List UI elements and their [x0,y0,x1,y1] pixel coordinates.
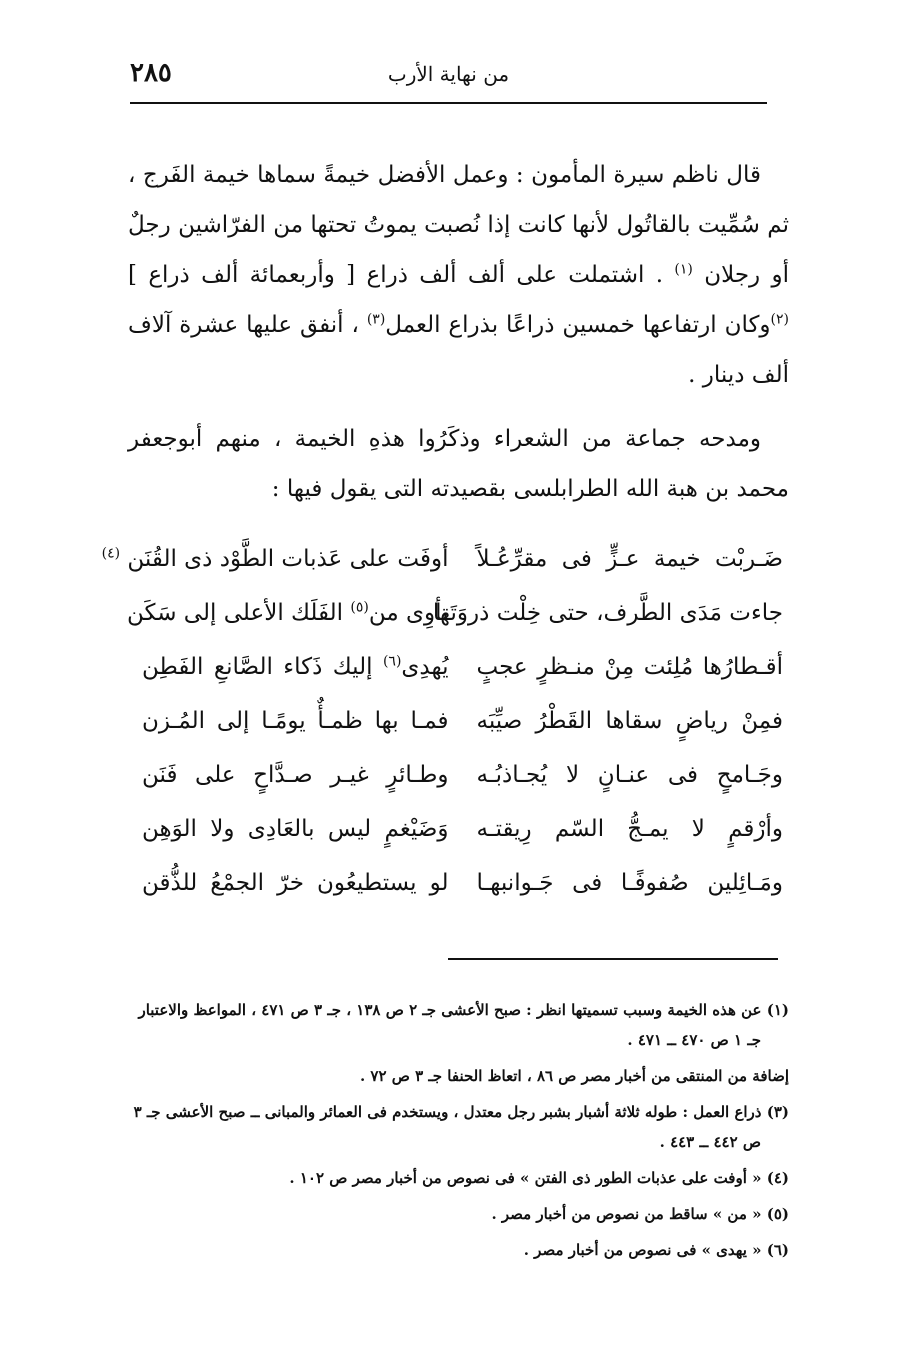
running-title: من نهاية الأرب [387,62,510,86]
footnote-ref: (٤) [101,545,121,562]
hemistich-second: لو يستطيعُون خرّ الجمْعُ للذُّقن [142,870,449,896]
paragraph-text: قال ناظم سيرة المأمون : وعمل الأفضل خيمةً سماها خيمة الفَرج ، ثم سُمِّيت بالقاتُول لأنها كانت إذا نُصبت يموتُ تحتها من الفرّاشين رجلٌ أو رجلان [128,162,790,288]
hemistich-first: فمِنْ رياضٍ سقاها القَطْرُ صيِّبَه [476,708,783,734]
footnote-number: (٥) [766,1205,789,1223]
verse [128,694,797,748]
page-number: ٢٨٥ [130,58,172,88]
paragraph [128,150,789,400]
footnote-text: « أوفت على عذبات الطور ذى الفتن » فى نصوص من أخبار مصر ص ١٠٢ . [289,1169,762,1187]
footnote-number: (٤) [766,1169,789,1187]
page-header [130,58,767,104]
paragraph-text: . اشتملت على ألف ألف ذراع [ وأربعمائة ألف ذراع ] [128,262,664,288]
verse [101,532,797,586]
footnote-text: إضافة من المنتقى من أخبار مصر ص ٨٦ ، اتعاظ الحنفا جـ ٣ ص ٧٢ . [359,1067,789,1085]
footnote [128,1163,789,1193]
paragraph-text: ، أنفق عليها عشرة آلاف ألف دينار . [128,312,789,388]
body-text [128,150,789,514]
verse [128,748,797,802]
hemistich-second: وطـائرٍ غيـر صـدَّاحٍ على فَنَن [142,762,449,788]
hemistich-second [128,654,463,680]
footnote-ref: (٢) [770,311,790,328]
footnote [128,1235,789,1265]
hemistich-first: أقـطارُها مُلِئت مِنْ منـظرٍ عجبٍ [476,654,783,680]
hemistich-first: جاءت مَدَى الطَّرف، حتى خِلْت ذروَتَها [432,600,783,626]
hemistich-first: وأرْقمٍ لا يمـجُّ السّم رِيقتـه [476,816,783,842]
hemistich-first: وجَـامحٍ فى عنـانٍ لا يُجـاذبُـه [476,762,783,788]
poem [101,532,797,910]
hemistich-first: ومَـائِلين صُفوفًـا فى جَـوانبهـا [476,870,783,896]
hemistich-second: وَضَيْغمٍ ليس بالعَادِى ولا الوَهِن [142,816,449,842]
footnote-ref: (١) [674,261,693,278]
footnote [128,995,789,1055]
verse [128,856,797,910]
footnote [128,1061,789,1091]
footnote [128,1097,789,1157]
verse [128,586,797,640]
hemistich-second [128,600,463,626]
footnotes [128,995,789,1271]
verse [128,640,797,694]
footnote-number: (٣) [766,1103,789,1121]
hemistich-first: ضَـربْت خيمة عـزٍّ فى مقرِّعُـلاً [476,546,783,572]
verse [128,802,797,856]
hemistich-text: أوفَت على عَذبات الطَّوْد ذى القُنَن [127,546,449,572]
footnote-ref: (٣) [366,311,386,328]
footnote-text: « من » ساقط من نصوص من أخبار مصر . [491,1205,762,1223]
hemistich-text: الفَلَك الأعلى إلى سَكَن [127,600,344,626]
footnote-ref: (٦) [382,653,402,670]
footnote-separator [448,958,778,960]
footnote-number: (٦) [766,1241,789,1259]
footnote [128,1199,789,1229]
paragraph-text: وكان ارتفاعها خمسين ذراعًا بذراع العمل [385,312,771,338]
footnote-ref: (٥) [350,599,369,616]
hemistich-text: تأوِى من [368,600,449,626]
hemistich-second: فمـا بها ظمـأٌ يومًـا إلى المُـزن [142,708,449,734]
hemistich-second [101,545,463,572]
footnote-text: عن هذه الخيمة وسبب تسميتها انظر : صبح الأعشى جـ ٢ ص ١٣٨ ، جـ ٣ ص ٤٧١ ، المواعظ والاعتبار جـ ١ ص ٤٧٠ ــ ٤٧١ . [138,1001,762,1049]
footnote-text: « يهدى » فى نصوص من أخبار مصر . [523,1241,762,1259]
footnote-number: (١) [766,1001,789,1019]
hemistich-text: يُهدِى [401,654,449,680]
footnote-text: ذراع العمل : طوله ثلاثة أشبار بشبر رجل معتدل ، ويستخدم فى العمائر والمبانى ــ صبح الأعشى جـ ٣ ص ٤٤٢ ــ ٤٤٣ . [133,1103,762,1151]
hemistich-text: إليك ذَكاء الصَّانعِ الفَطِن [142,654,373,680]
paragraph: ومدحه جماعة من الشعراء وذكَرُوا هذهِ الخيمة ، منهم أبوجعفر محمد بن هبة الله الطرابلسى بقصيدته التى يقول فيها : [128,426,789,502]
